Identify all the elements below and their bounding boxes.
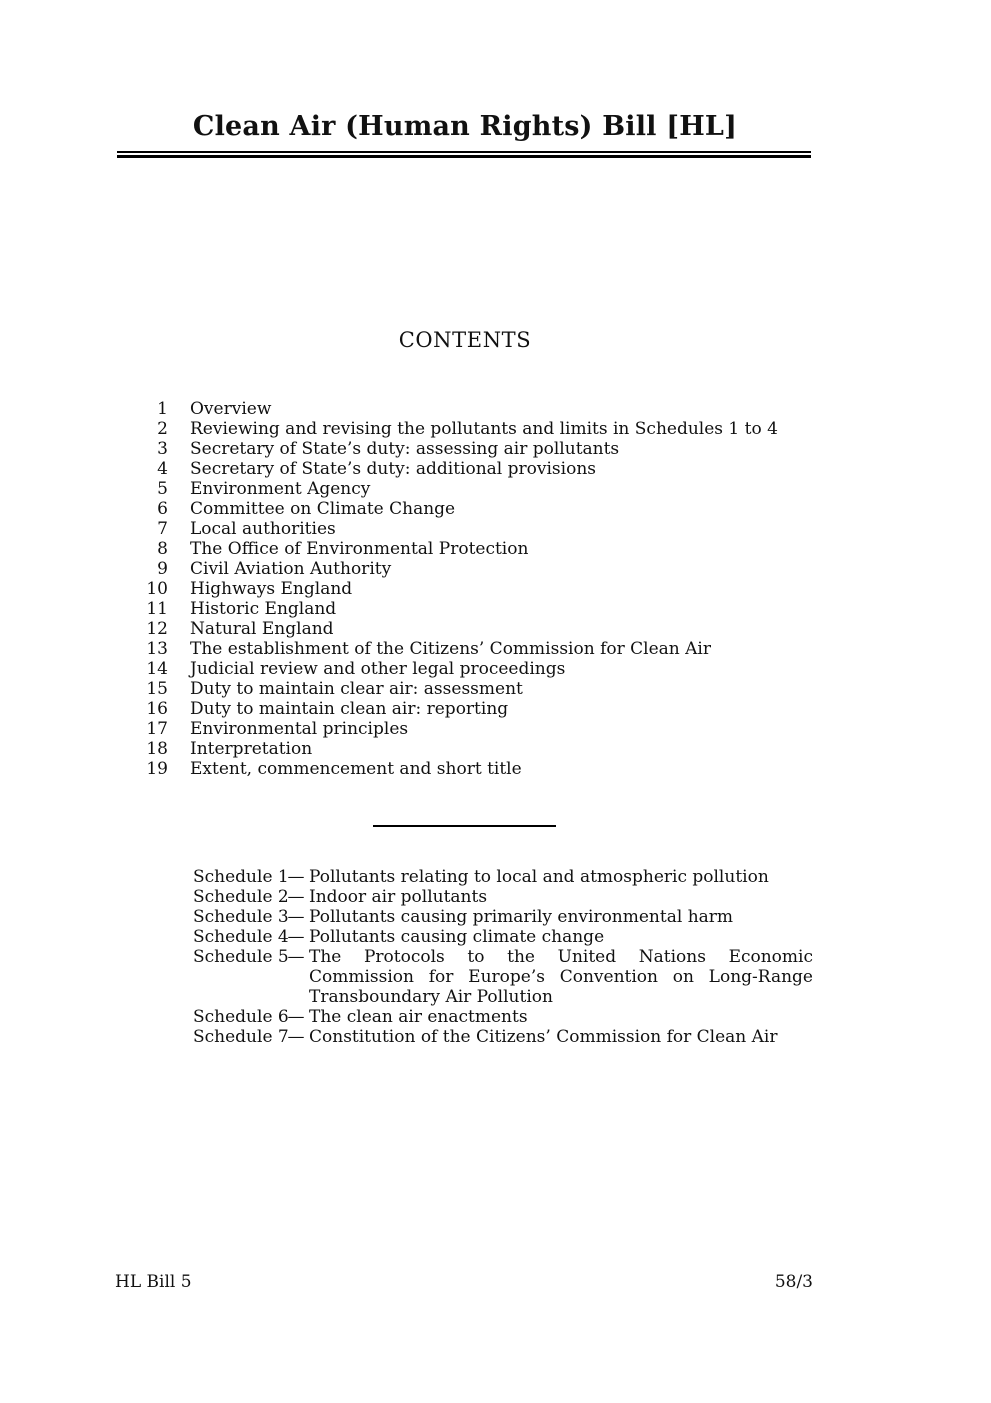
clause-title: Committee on Climate Change — [190, 499, 456, 519]
clause-number: 2 — [157, 419, 168, 439]
contents-item — [115, 519, 815, 539]
clause-title: Local authorities — [190, 519, 336, 539]
clause-title: Interpretation — [190, 739, 313, 759]
clause-title: Extent, commencement and short title — [190, 759, 522, 779]
title-double-rule — [117, 151, 811, 158]
clause-number: 10 — [146, 579, 168, 599]
contents-item — [115, 719, 815, 739]
clause-number: 18 — [146, 739, 168, 759]
schedule-dash: — — [287, 927, 305, 947]
bill-number: HL Bill 5 — [115, 1272, 192, 1292]
clause-title: Environmental principles — [190, 719, 409, 739]
schedule-dash: — — [287, 887, 305, 907]
clause-title: Duty to maintain clean air: reporting — [190, 699, 509, 719]
contents-item — [115, 419, 815, 439]
schedule-dash: — — [287, 1027, 305, 1047]
schedule-label: Schedule 4 — [193, 927, 289, 947]
contents-item — [115, 659, 815, 679]
session-number: 58/3 — [774, 1272, 813, 1292]
clause-title: The establishment of the Citizens’ Commission for Clean Air — [190, 639, 711, 659]
contents-item — [115, 639, 815, 659]
schedule-item — [193, 867, 813, 887]
contents-item — [115, 459, 815, 479]
contents-heading: CONTENTS — [398, 328, 532, 352]
clause-number: 1 — [157, 399, 168, 419]
schedule-dash: — — [287, 1007, 305, 1027]
schedule-title: Pollutants causing primarily environmental harm — [309, 907, 734, 927]
schedule-title: Indoor air pollutants — [309, 887, 488, 907]
schedule-item — [193, 1007, 813, 1027]
clause-number: 5 — [157, 479, 168, 499]
clause-number: 11 — [146, 599, 168, 619]
contents-item — [115, 679, 815, 699]
contents-item — [115, 699, 815, 719]
contents-item — [115, 579, 815, 599]
schedule-dash: — — [287, 947, 305, 967]
schedule-list — [193, 867, 813, 1047]
clause-title: Historic England — [190, 599, 337, 619]
schedule-label: Schedule 7 — [193, 1027, 289, 1047]
schedule-title: Pollutants causing climate change — [309, 927, 605, 947]
schedule-title: The clean air enactments — [309, 1007, 528, 1027]
schedule-label: Schedule 6 — [193, 1007, 289, 1027]
schedule-title: The Protocols to the United Nations Economic Commission for Europe’s Convention on Long-Range Transboundary Air Pollution — [309, 947, 813, 1007]
schedule-item — [193, 927, 813, 947]
clause-number: 8 — [157, 539, 168, 559]
clause-title: Secretary of State’s duty: assessing air pollutants — [190, 439, 620, 459]
clause-number: 7 — [157, 519, 168, 539]
clause-title: Duty to maintain clear air: assessment — [190, 679, 523, 699]
schedule-item — [193, 1027, 813, 1047]
clause-number: 4 — [157, 459, 168, 479]
schedule-title: Constitution of the Citizens’ Commission for Clean Air — [309, 1027, 778, 1047]
contents-item — [115, 479, 815, 499]
schedule-title: Pollutants relating to local and atmospheric pollution — [309, 867, 769, 887]
schedule-label: Schedule 1 — [193, 867, 289, 887]
clause-number: 16 — [146, 699, 168, 719]
clause-number: 14 — [146, 659, 168, 679]
contents-item — [115, 599, 815, 619]
clause-number: 6 — [157, 499, 168, 519]
clause-title: Judicial review and other legal proceedings — [190, 659, 566, 679]
clause-title: Reviewing and revising the pollutants and limits in Schedules 1 to 4 — [190, 419, 778, 439]
schedule-label: Schedule 3 — [193, 907, 289, 927]
contents-item — [115, 739, 815, 759]
clause-title: Overview — [190, 399, 272, 419]
contents-item — [115, 439, 815, 459]
clause-title: The Office of Environmental Protection — [190, 539, 529, 559]
clause-title: Secretary of State’s duty: additional provisions — [190, 459, 596, 479]
section-divider-rule — [373, 825, 556, 827]
clause-number: 12 — [146, 619, 168, 639]
schedule-label: Schedule 5 — [193, 947, 289, 967]
contents-item — [115, 539, 815, 559]
clause-title: Civil Aviation Authority — [190, 559, 392, 579]
clause-title: Natural England — [190, 619, 334, 639]
schedule-item — [193, 947, 813, 1007]
clause-number: 17 — [146, 719, 168, 739]
clause-title: Highways England — [190, 579, 353, 599]
contents-item — [115, 559, 815, 579]
contents-item — [115, 499, 815, 519]
schedule-label: Schedule 2 — [193, 887, 289, 907]
clause-list — [115, 399, 815, 779]
schedule-dash: — — [287, 907, 305, 927]
clause-number: 19 — [146, 759, 168, 779]
clause-number: 3 — [157, 439, 168, 459]
schedule-item — [193, 907, 813, 927]
schedule-item — [193, 887, 813, 907]
clause-number: 15 — [146, 679, 168, 699]
contents-item — [115, 619, 815, 639]
clause-title: Environment Agency — [190, 479, 371, 499]
contents-item — [115, 399, 815, 419]
schedule-dash: — — [287, 867, 305, 887]
clause-number: 13 — [146, 639, 168, 659]
clause-number: 9 — [157, 559, 168, 579]
page-footer — [115, 1272, 813, 1292]
bill-title: Clean Air (Human Rights) Bill [HL] — [192, 111, 738, 142]
contents-item — [115, 759, 815, 779]
